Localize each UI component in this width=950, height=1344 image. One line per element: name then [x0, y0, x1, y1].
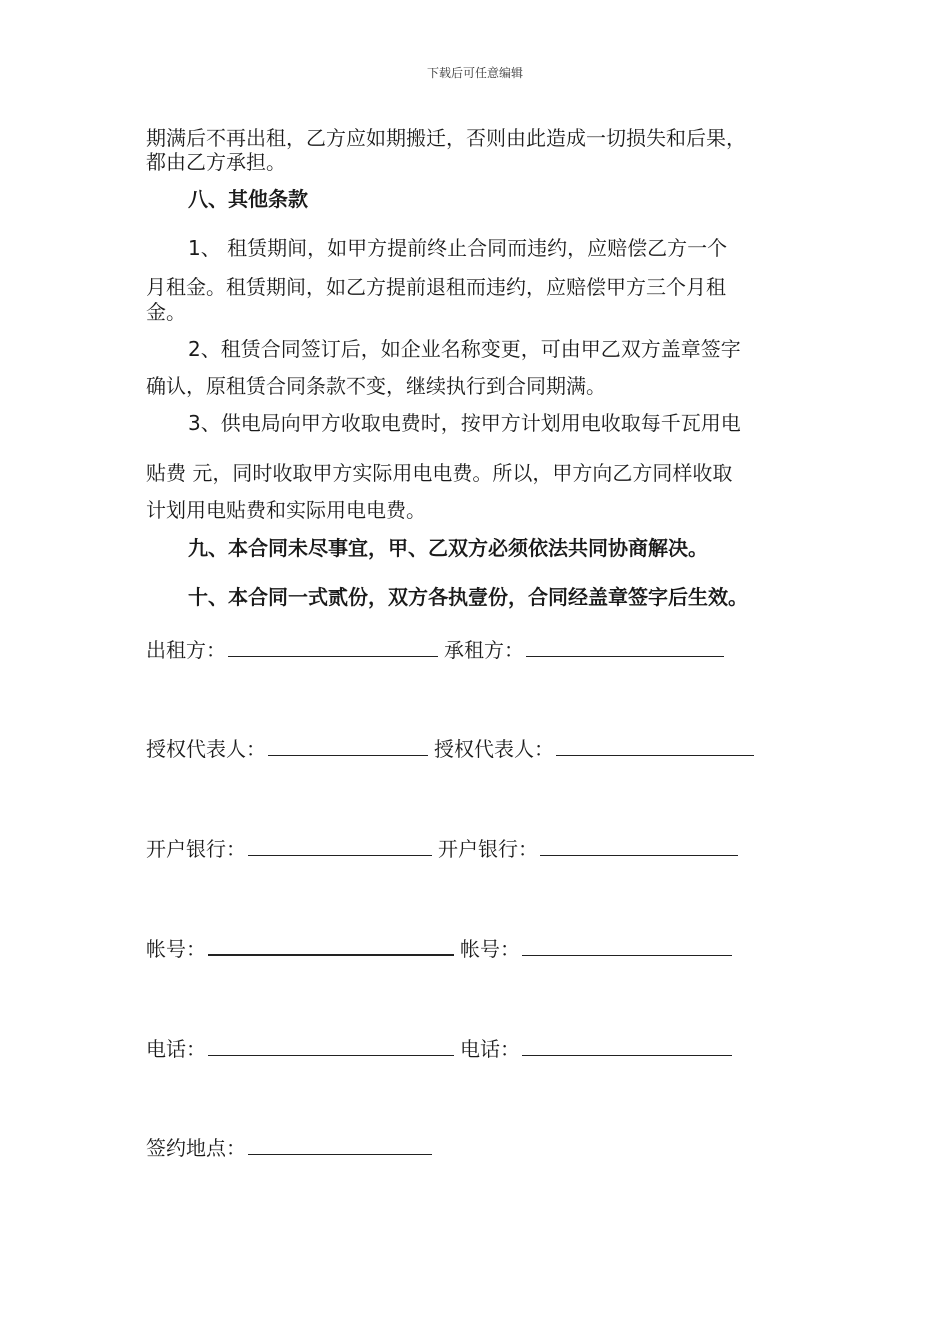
phone-label-a: 电话： [146, 1037, 206, 1061]
lessor-blank[interactable] [228, 636, 438, 657]
bank-row [146, 835, 744, 861]
paragraph-line: 期满后不再出租，乙方应如期搬迁，否则由此造成一切损失和后果， [146, 126, 746, 150]
auth-rep-blank-a[interactable] [268, 735, 428, 756]
clause-3-line: 3、供电局向甲方收取电费时，按甲方计划用电收取每千瓦用电 [188, 411, 741, 435]
lessee-blank[interactable] [526, 636, 724, 657]
auth-rep-label-b: 授权代表人： [434, 737, 554, 761]
account-label-a: 帐号： [146, 937, 206, 961]
lessor-row [146, 636, 730, 662]
phone-label-b: 电话： [460, 1037, 520, 1061]
clause-2-line: 确认，原租赁合同条款不变，继续执行到合同期满。 [146, 374, 606, 398]
account-blank-a[interactable] [208, 934, 454, 956]
section-ten: 十、本合同一式贰份，双方各执壹份，合同经盖章签字后生效。 [188, 585, 748, 609]
auth-rep-label-a: 授权代表人： [146, 737, 266, 761]
clause-3-line: 计划用电贴费和实际用电电费。 [146, 498, 426, 522]
clause-1-line: 月租金。租赁期间，如乙方提前退租而违约，应赔偿甲方三个月租 [146, 275, 726, 299]
clause-3-line: 贴费 元，同时收取甲方实际用电电费。所以，甲方向乙方同样收取 [146, 461, 733, 485]
bank-label-b: 开户银行： [438, 837, 538, 861]
account-row [146, 934, 738, 961]
place-label: 签约地点： [146, 1136, 246, 1160]
page-header: 下载后可任意编辑 [426, 66, 523, 80]
section-heading: 八、其他条款 [188, 187, 308, 211]
lessee-label: 承租方： [444, 638, 524, 662]
bank-label-a: 开户银行： [146, 837, 246, 861]
bank-blank-b[interactable] [540, 835, 738, 856]
bank-blank-a[interactable] [248, 835, 432, 856]
account-blank-b[interactable] [522, 935, 732, 956]
account-label-b: 帐号： [460, 937, 520, 961]
clause-1-line: 1、 租赁期间，如甲方提前终止合同而违约，应赔偿乙方一个 [188, 236, 728, 260]
phone-blank-b[interactable] [522, 1035, 732, 1056]
clause-1-line: 金。 [146, 300, 186, 324]
phone-blank-a[interactable] [208, 1035, 454, 1056]
place-blank[interactable] [248, 1134, 432, 1155]
auth-rep-blank-b[interactable] [556, 735, 754, 756]
auth-rep-row [146, 735, 760, 761]
phone-row [146, 1035, 738, 1061]
paragraph-line: 都由乙方承担。 [146, 150, 286, 174]
section-nine: 九、本合同未尽事宜，甲、乙双方必须依法共同协商解决。 [188, 536, 708, 560]
lessor-label: 出租方： [146, 638, 226, 662]
clause-2-line: 2、租赁合同签订后，如企业名称变更，可由甲乙双方盖章签字 [188, 337, 741, 361]
place-row [146, 1134, 438, 1160]
